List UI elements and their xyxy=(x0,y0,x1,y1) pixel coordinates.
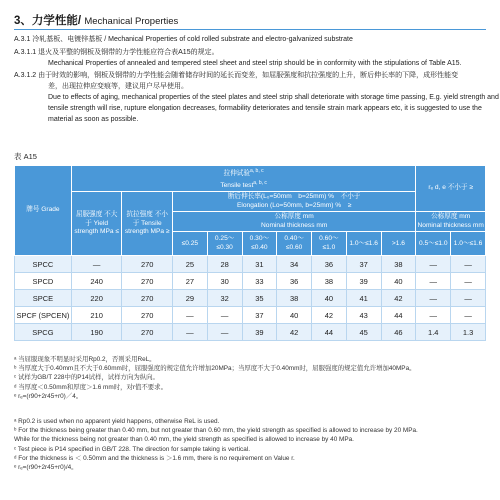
header-thick-col: 0.25～≤0.30 xyxy=(207,232,242,256)
header-thick-col: 0.40～≤0.60 xyxy=(277,232,312,256)
cell-e: 30 xyxy=(207,273,242,290)
cell-e: 25 xyxy=(173,256,208,273)
table-row xyxy=(15,324,486,341)
cell-yield: 220 xyxy=(71,290,122,307)
cell-r: 1.3 xyxy=(451,324,486,341)
cell-grade: SPCD xyxy=(15,273,72,290)
mechanical-properties-table xyxy=(14,165,486,341)
cell-e: 43 xyxy=(346,307,381,324)
cell-r: — xyxy=(451,307,486,324)
para-a312-cn1: A.3.1.2 由于时效的影响，钢板及钢带的力学性能会随着储存时间的延长而变差，如屈服强度和抗拉强度的上升，断后伸长率的下降，成形性能变 xyxy=(14,72,459,79)
cell-grade: SPCG xyxy=(15,324,72,341)
cell-e: 39 xyxy=(346,273,381,290)
section-rule xyxy=(14,29,486,30)
header-thick-col: ≤0.25 xyxy=(173,232,208,256)
para-a312-en2: tensile strength will rise, rupture elongation decreases, formability deteriorates and tensile strain mark appears etc, it is suggested to use the xyxy=(48,105,482,112)
cell-e: 45 xyxy=(346,324,381,341)
cell-e: 42 xyxy=(312,307,347,324)
cell-e: 35 xyxy=(242,290,277,307)
cell-e: 36 xyxy=(312,256,347,273)
cell-e: 38 xyxy=(277,290,312,307)
header-yield-strength: 屈服强度 不大于 Yield strength MPa ≤ xyxy=(71,192,122,256)
section-number-cn: 3、力学性能 xyxy=(14,15,78,27)
table-caption: 表 A15 xyxy=(14,152,37,161)
note-cn: ᵉ rₑ=(r90+2r45+r0)／4。 xyxy=(14,392,83,400)
cell-ts: 270 xyxy=(122,273,173,290)
para-a311-cn: A.3.1.1 退火及平整的钢板及钢带的力学性能应符合表A15的规定。 xyxy=(14,49,219,56)
cell-r: — xyxy=(416,256,451,273)
cell-e: 40 xyxy=(277,307,312,324)
cell-e: — xyxy=(207,307,242,324)
cell-e: 46 xyxy=(381,324,416,341)
cell-e: 29 xyxy=(173,290,208,307)
cell-e: 40 xyxy=(312,290,347,307)
cell-ts: 270 xyxy=(122,324,173,341)
cell-e: 37 xyxy=(346,256,381,273)
para-a312-en3: material as soon as possible. xyxy=(48,116,139,123)
note-en: ᵃ Rp0.2 is used when no apparent yield happens, otherwise ReL is used. xyxy=(14,418,220,425)
cell-e: 39 xyxy=(242,324,277,341)
cell-e: 44 xyxy=(312,324,347,341)
note-en: ᵈ For the thickness is ＜ 0.50mm and the thickness is ＞1.6 mm, there is no requirement on Value r. xyxy=(14,454,295,462)
note-en: ᵇ For the thickness being greater than 0.40 mm, but not greater than 0.60 mm, the yield strength as specified is allowed to increase by 20 MPa. xyxy=(14,427,418,435)
cell-yield: 190 xyxy=(71,324,122,341)
note-en: While for the thickness being not greater than 0.40 mm, the yield strength as specified is allowed to increase by 40 MPa. xyxy=(14,436,354,444)
cell-e: 44 xyxy=(381,307,416,324)
cell-e: 40 xyxy=(381,273,416,290)
table-row xyxy=(15,273,486,290)
table-row xyxy=(15,307,486,324)
note-cn: ᵃ 当屈服现象不明显时采用Rp0.2，否则采用ReL。 xyxy=(14,356,156,363)
header-grade: 牌号 Grade xyxy=(15,166,72,256)
header-thick-col: 1.0～≤1.6 xyxy=(346,232,381,256)
cell-grade: SPCF (SPCEN) xyxy=(15,307,72,324)
note-cn: ᶜ 试样为GB/T 228中的P14试样，试样方向为纵向。 xyxy=(14,374,159,382)
cell-r: — xyxy=(416,307,451,324)
para-a31: A.3.1 冷轧基板、电镀锌基板 / Mechanical Properties of cold rolled substrate and electro-galvanized substrate xyxy=(14,36,353,43)
section-slash: / xyxy=(77,15,82,27)
cell-e: 37 xyxy=(242,307,277,324)
cell-e: 32 xyxy=(207,290,242,307)
cell-yield: 210 xyxy=(71,307,122,324)
cell-e: 33 xyxy=(242,273,277,290)
cell-e: 27 xyxy=(173,273,208,290)
cell-r: — xyxy=(416,290,451,307)
cell-r: — xyxy=(451,273,486,290)
cell-e: 34 xyxy=(277,256,312,273)
note-en: ᶜ Test piece is P14 specified in GB/T 228. The direction for sample taking is vertical. xyxy=(14,445,250,453)
section-title xyxy=(14,12,178,28)
cell-e: — xyxy=(207,324,242,341)
header-thick-col: 0.5～≤1.0 xyxy=(416,232,451,256)
cell-ts: 270 xyxy=(122,307,173,324)
cell-ts: 270 xyxy=(122,290,173,307)
cell-e: 36 xyxy=(277,273,312,290)
cell-e: 42 xyxy=(277,324,312,341)
notes-en xyxy=(14,417,418,472)
para-a312-cn2: 差，出现拉伸应变痕等，建议用户尽早使用。 xyxy=(48,83,188,90)
cell-r: — xyxy=(451,290,486,307)
cell-e: 41 xyxy=(346,290,381,307)
cell-r: — xyxy=(416,273,451,290)
para-a311-en: Mechanical Properties of annealed and tempered steel sheet and steel strip should be in conformity with the stipulations of Table A15. xyxy=(48,60,462,67)
header-tensile-test: 拉伸试验$^{a, b, c}$ Tensile test$^{a, b, c}$ xyxy=(71,166,416,192)
cell-grade: SPCE xyxy=(15,290,72,307)
note-cn: ᵈ 当厚度＜0.50mm和厚度＞1.6 mm时，对r值不要求。 xyxy=(14,383,167,391)
header-thick-col: >1.6 xyxy=(381,232,416,256)
cell-e: 38 xyxy=(312,273,347,290)
cell-e: 31 xyxy=(242,256,277,273)
header-r-value: rₑ d, e 不小于 ≥ xyxy=(416,166,486,212)
cell-ts: 270 xyxy=(122,256,173,273)
cell-yield: 240 xyxy=(71,273,122,290)
table-row xyxy=(15,256,486,273)
table-row xyxy=(15,290,486,307)
header-nominal-thickness: 公称厚度 mm Nominal thickness mm xyxy=(173,212,416,232)
section-title-en: Mechanical Properties xyxy=(84,16,179,27)
cell-e: — xyxy=(173,307,208,324)
cell-e: 42 xyxy=(381,290,416,307)
note-en: ᵉ rₑ=(r90+2r45+r0)/4。 xyxy=(14,464,78,472)
header-thick-col: 1.0～≤1.6 xyxy=(451,232,486,256)
cell-r: — xyxy=(451,256,486,273)
header-thick-col: 0.30～≤0.40 xyxy=(242,232,277,256)
cell-e: 28 xyxy=(207,256,242,273)
note-cn: ᵇ 当厚度大于0.40mm且不大于0.60mm时，屈服强度的规定值允许增加20MPa；当厚度不大于0.40mm时，屈服强度的规定值允许增加40MPa。 xyxy=(14,365,416,373)
header-thick-col: 0.60～≤1.0 xyxy=(312,232,347,256)
notes-cn xyxy=(14,355,416,401)
para-a312-en1: Due to effects of aging, mechanical properties of the steel plates and steel strip shall deteriorate with storage time passing, E.g. yield strength and xyxy=(48,94,499,101)
cell-e: — xyxy=(173,324,208,341)
cell-yield: — xyxy=(71,256,122,273)
header-elongation: 断后伸长率(L₀=50mm b=25mm) % 不小于 Elongation (Lo=50mm, b=25mm) % ≥ xyxy=(173,192,416,212)
header-nominal-thickness-r: 公称厚度 mm Nominal thickness mm xyxy=(416,212,486,232)
cell-r: 1.4 xyxy=(416,324,451,341)
header-tensile-strength: 抗拉强度 不小于 Tensile strength MPa ≥ xyxy=(122,192,173,256)
cell-e: 38 xyxy=(381,256,416,273)
cell-grade: SPCC xyxy=(15,256,72,273)
